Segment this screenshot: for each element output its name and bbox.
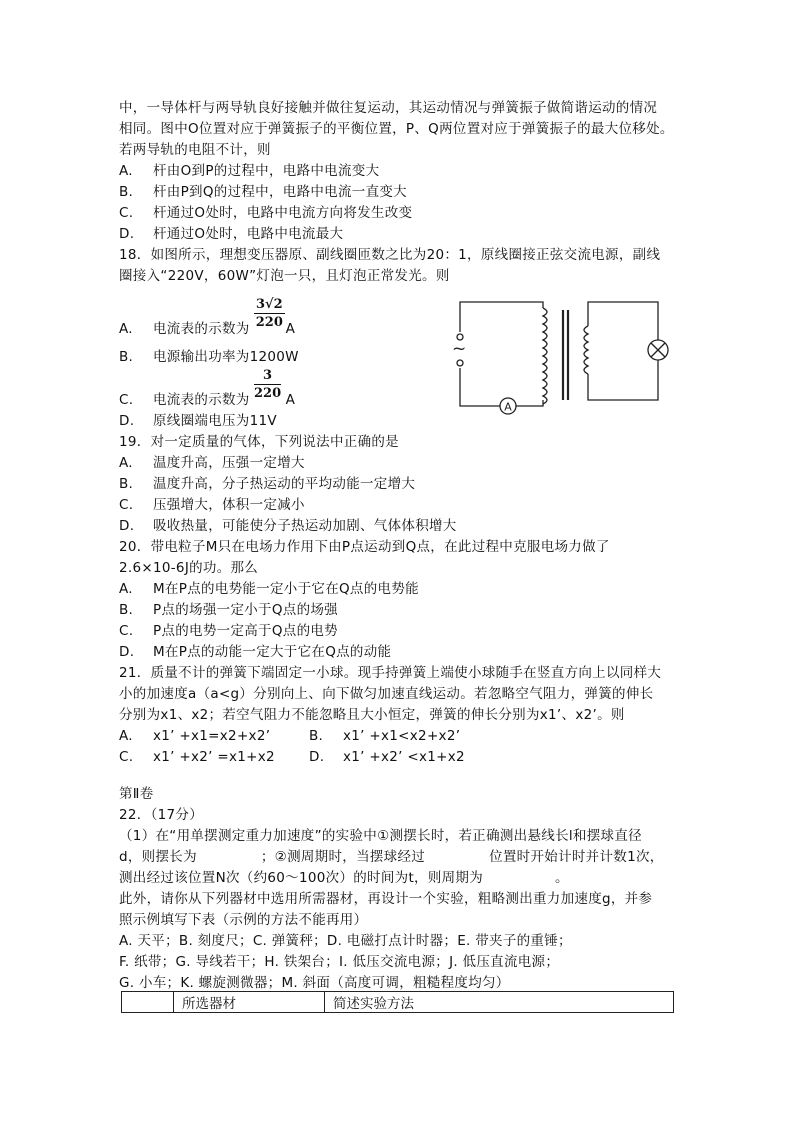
- q21-stem-line-3: 分别为x1、x2；若空气阻力不能忽略且大小恒定，弹簧的伸长分别为x1’、x2’。则: [119, 707, 625, 723]
- table-header-method: 简述实验方法: [325, 992, 674, 1013]
- q17-option-c: [119, 204, 412, 222]
- q22-line-4: 此外，请你从下列器材中选用所需器材，再设计一个实验，粗略测出重力加速度g，并参: [119, 891, 653, 907]
- option-key: C.: [119, 497, 134, 513]
- option-text: 电流表的示数为: [153, 392, 250, 408]
- table-header-row: [122, 992, 674, 1013]
- table-header-blank: [122, 992, 174, 1013]
- option-key: C.: [119, 205, 134, 221]
- option-key: B.: [119, 349, 134, 365]
- option-key: A.: [119, 321, 133, 337]
- q17-stem-line-1: 中，一导体杆与两导轨良好接触并做往复运动，其运动情况与弹簧振子做简谐运动的情况: [119, 100, 658, 116]
- option-text: P点的电势一定高于Q点的电势: [153, 623, 338, 639]
- transformer-circuit-diagram: [430, 296, 675, 416]
- q21-stem-line-2: 小的加速度a（a<g）分别向上、向下做匀加速直线运动。若忽略空气阻力，弹簧的伸长: [119, 686, 654, 702]
- option-key: B.: [309, 728, 324, 744]
- q17-option-b: [119, 183, 407, 201]
- q17-option-a: [119, 162, 379, 180]
- q18-option-b: [119, 348, 299, 366]
- option-key: B.: [119, 476, 134, 492]
- option-text: M在P点的电势能一定小于它在Q点的电势能: [153, 581, 419, 597]
- option-text: x1’ +x1<x2+x2’: [343, 728, 461, 744]
- q22-line-1: （1）在“用单摆测定重力加速度”的实验中①测摆长时，若正确测出悬线长l和摆球直径: [119, 828, 642, 844]
- option-text: 吸收热量，可能使分子热运动加剧、气体体积增大: [153, 518, 457, 534]
- q19-option-d: [119, 517, 457, 535]
- option-key: A.: [119, 581, 133, 597]
- q17-stem-line-3: 若两导轨的电阻不计，则: [119, 142, 271, 158]
- ac-source-symbol: ~: [452, 339, 467, 359]
- q18-stem-line-1: 18．如图所示，理想变压器原、副线圈匝数之比为20：1，原线圈接正弦交流电源，副线: [119, 247, 661, 263]
- q18-stem-line-2: 圈接入“220V，60W”灯泡一只，且灯泡正常发光。则: [119, 268, 450, 284]
- q20-stem-line-1: 20．带电粒子M只在电场力作用下由P点运动到Q点，在此过程中克服电场力做了: [119, 539, 610, 555]
- unit: A: [285, 321, 296, 337]
- option-key: A.: [119, 728, 133, 744]
- q21-options-row-2: [119, 748, 465, 766]
- denominator: 220: [254, 386, 282, 401]
- q17-option-d: [119, 225, 343, 243]
- option-key: A.: [119, 163, 133, 179]
- lamp-icon: [648, 340, 668, 360]
- option-key: B.: [119, 602, 134, 618]
- q22-line-3: [119, 869, 569, 887]
- q22-line-2: [119, 848, 664, 866]
- text-fragment: d，则摆长为: [119, 849, 197, 865]
- ammeter: [500, 398, 516, 414]
- materials-line-1: A. 天平；B. 刻度尺；C. 弹簧秤；D. 电磁打点计时器；E. 带夹子的重锤；: [119, 933, 572, 949]
- option-text: P点的场强一定小于Q点的场强: [153, 602, 338, 618]
- q19-option-c: [119, 496, 305, 514]
- option-key: D.: [119, 226, 135, 242]
- option-key: C.: [119, 623, 134, 639]
- q18-c-fraction: [254, 368, 281, 401]
- text-fragment: 测出经过该位置N次（约60～100次）的时间为t，则周期为: [119, 870, 484, 886]
- option-text: M在P点的动能一定大于它在Q点的动能: [153, 644, 392, 660]
- option-text: 电流表的示数为: [153, 321, 250, 337]
- option-text: 温度升高，压强一定增大: [153, 455, 305, 471]
- numerator: 3√2: [256, 297, 283, 312]
- q19-option-b: [119, 475, 415, 493]
- numerator: 3: [254, 368, 281, 385]
- q18-option-d: [119, 412, 277, 430]
- q17-stem-line-2: 相同。图中O位置对应于弹簧振子的平衡位置，P、Q两位置对应于弹簧振子的最大位移处。: [119, 121, 674, 137]
- option-text: x1’ +x1=x2+x2’: [153, 728, 271, 744]
- q21-options-row-1: [119, 727, 460, 745]
- option-key: D.: [119, 413, 135, 429]
- option-text: 杆通过O处时，电路中电流方向将发生改变: [153, 205, 413, 221]
- option-text: 杆由O到P的过程中，电路中电流变大: [153, 163, 380, 179]
- unit: A: [285, 392, 296, 408]
- option-key: C.: [119, 749, 134, 765]
- option-text: 杆由P到Q的过程中，电路中电流一直变大: [153, 184, 407, 200]
- denominator: 220: [255, 315, 283, 330]
- q20-stem-line-2: 2.6×10-6J的功。那么: [119, 560, 259, 576]
- q18-a-fraction: [254, 297, 285, 330]
- materials-line-3: G. 小车；K. 螺旋测微器；M. 斜面（高度可调，粗糙程度均匀）: [119, 975, 510, 991]
- option-key: D.: [309, 749, 325, 765]
- experiment-table: [121, 991, 674, 1013]
- option-text: 电源输出功率为1200W: [153, 349, 299, 365]
- option-key: C.: [119, 392, 134, 408]
- q22-heading: 22．（17分）: [119, 807, 204, 823]
- q21-stem-line-1: 21．质量不计的弹簧下端固定一小球。现手持弹簧上端使小球随手在竖直方向上以同样大: [119, 665, 662, 681]
- option-key: D.: [119, 518, 135, 534]
- q20-option-b: [119, 601, 338, 619]
- option-text: 温度升高，分子热运动的平均动能一定增大: [153, 476, 416, 492]
- q20-option-d: [119, 643, 391, 661]
- option-key: A.: [119, 455, 133, 471]
- table-header-materials: 所选器材: [174, 992, 325, 1013]
- option-text: 杆通过O处时，电路中电流最大: [153, 226, 344, 242]
- part-2-heading: 第Ⅱ卷: [119, 786, 154, 802]
- text-fragment: 位置时开始计时并计数1次，: [489, 849, 664, 865]
- ammeter-label: A: [504, 400, 512, 414]
- option-key: B.: [119, 184, 134, 200]
- q20-option-a: [119, 580, 419, 598]
- q20-option-c: [119, 622, 338, 640]
- option-text: x1’ +x2’ <x1+x2: [343, 749, 465, 765]
- q19-stem: 19．对一定质量的气体，下列说法中正确的是: [119, 434, 399, 450]
- option-text: 压强增大，体积一定减小: [153, 497, 305, 513]
- option-key: D.: [119, 644, 135, 660]
- materials-line-2: F. 纸带；G. 导线若干；H. 铁架台；I. 低压交流电源；J. 低压直流电源；: [119, 954, 560, 970]
- text-fragment: ；②测周期时，当摆球经过: [260, 849, 426, 865]
- option-text: 原线圈端电压为11V: [153, 413, 277, 429]
- text-fragment: 。: [555, 870, 569, 886]
- q22-line-5: 照示例填写下表（示例的方法不能再用）: [119, 912, 368, 928]
- option-text: x1’ +x2’ =x1+x2: [153, 749, 275, 765]
- q19-option-a: [119, 454, 305, 472]
